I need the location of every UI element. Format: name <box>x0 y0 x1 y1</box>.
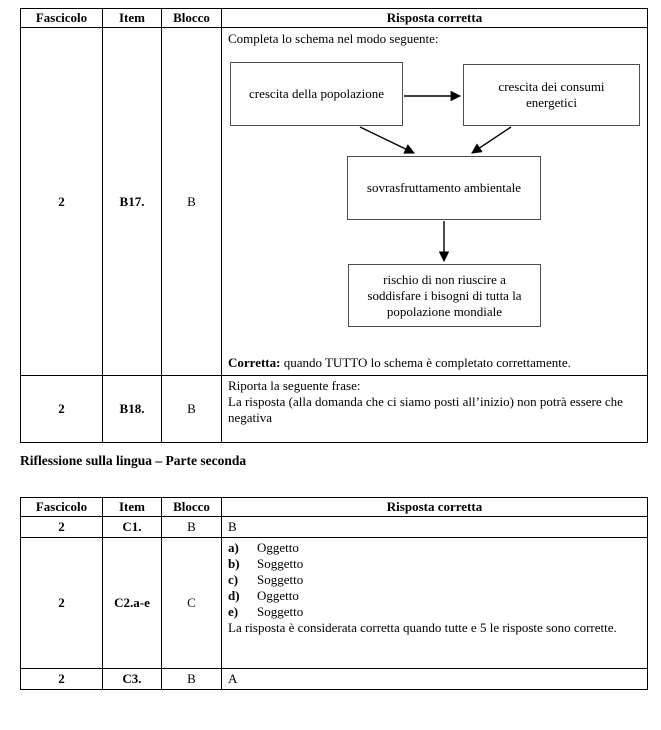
b18-instruction-text: Riporta la seguente frase: <box>228 378 361 393</box>
correct-text: quando TUTTO lo schema è completato correttamente. <box>280 355 571 370</box>
c2-scoring-note: La risposta è considerata corretta quando tutte e 5 le risposte sono corrette. <box>228 620 617 635</box>
answer-text: Soggetto <box>257 604 304 619</box>
diagram-box-population-label: crescita della popolazione <box>249 86 384 101</box>
answer-text: Oggetto <box>257 588 299 603</box>
cell-blocco-c1: B <box>162 517 222 538</box>
schema-intro-text: Completa lo schema nel modo seguente: <box>228 31 439 46</box>
answer-text: Soggetto <box>257 572 304 587</box>
cell-item-c3: C3. <box>103 669 162 690</box>
answer-letter: d) <box>228 588 240 603</box>
table-row-b17 <box>21 28 648 376</box>
cell-blocco-b17: B <box>162 28 222 376</box>
cell-item-c1: C1. <box>103 517 162 538</box>
answer-letter: e) <box>228 604 239 619</box>
cell-blocco-b18: B <box>162 376 222 443</box>
column-header-blocco: Blocco <box>162 9 222 28</box>
table-row-c1 <box>21 517 648 538</box>
arrow-population-to-overexploitation-icon <box>360 127 414 153</box>
column-header-fascicolo: Fascicolo <box>21 498 103 517</box>
diagram-box-overexploitation <box>347 156 541 220</box>
diagram-box-energy <box>463 64 640 126</box>
table-row-c3 <box>21 669 648 690</box>
answer-item-e <box>228 604 641 620</box>
answer-letter: a) <box>228 540 239 555</box>
diagram-box-risk-label: rischio di non riuscire a soddisfare i bisogni di tutta la popolazione mondiale <box>367 271 522 319</box>
answer-item-c <box>228 572 641 588</box>
column-header-item: Item <box>103 498 162 517</box>
cell-fascicolo-c1: 2 <box>21 517 103 538</box>
diagram-box-risk <box>348 264 541 327</box>
arrow-energy-to-overexploitation-icon <box>472 127 511 153</box>
cell-item-b18: B18. <box>103 376 162 443</box>
cell-fascicolo-c2: 2 <box>21 538 103 669</box>
answer-text: Soggetto <box>257 556 304 571</box>
cell-blocco-c2: C <box>162 538 222 669</box>
answer-table-2 <box>20 497 648 690</box>
table-row-c2 <box>21 538 648 669</box>
table1-header-row <box>21 9 648 28</box>
cell-risposta-c1: B <box>222 517 648 538</box>
cell-fascicolo-b18: 2 <box>21 376 103 443</box>
diagram-box-overexploitation-label: sovrasfruttamento ambientale <box>366 180 522 195</box>
cell-item-c2: C2.a-e <box>103 538 162 669</box>
column-header-blocco: Blocco <box>162 498 222 517</box>
correct-when-note <box>228 355 571 371</box>
table2-header-row <box>21 498 648 517</box>
answer-item-d <box>228 588 641 604</box>
cell-fascicolo-b17: 2 <box>21 28 103 376</box>
cell-blocco-c3: B <box>162 669 222 690</box>
column-header-item: Item <box>103 9 162 28</box>
answer-letter: b) <box>228 556 240 571</box>
diagram-box-energy-label: crescita dei consumi energetici <box>498 79 605 110</box>
table-row-b18 <box>21 376 648 443</box>
answer-item-a <box>228 540 641 556</box>
answer-text: Oggetto <box>257 540 299 555</box>
column-header-fascicolo: Fascicolo <box>21 9 103 28</box>
cell-risposta-b17 <box>222 28 648 376</box>
answer-table-1 <box>20 8 648 443</box>
section-heading: Riflessione sulla lingua – Parte seconda <box>20 453 247 468</box>
cell-risposta-c3: A <box>222 669 648 690</box>
cell-risposta-b18 <box>222 376 648 443</box>
diagram-box-population <box>230 62 403 126</box>
column-header-risposta-corretta: Risposta corretta <box>222 498 648 517</box>
cell-risposta-c2 <box>222 538 648 669</box>
b18-quoted-sentence: La risposta (alla domanda che ci siamo posti all’inizio) non potrà essere che negativa <box>228 394 623 425</box>
answer-item-b <box>228 556 641 572</box>
cell-item-b17: B17. <box>103 28 162 376</box>
cell-fascicolo-c3: 2 <box>21 669 103 690</box>
correct-label: Corretta: <box>228 355 281 370</box>
column-header-risposta-corretta: Risposta corretta <box>222 9 648 28</box>
answer-letter: c) <box>228 572 239 587</box>
